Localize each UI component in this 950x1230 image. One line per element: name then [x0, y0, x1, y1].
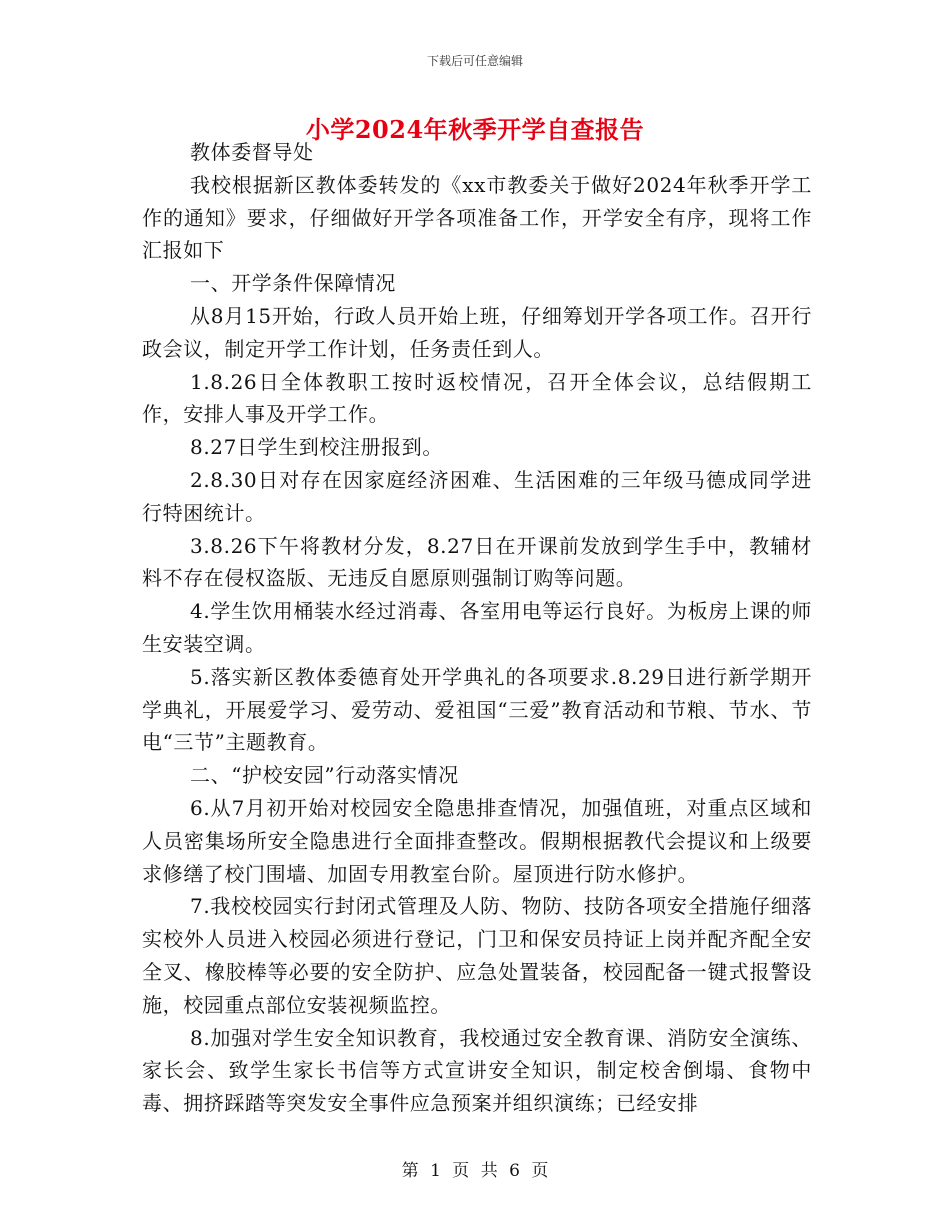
section-heading-2: 二、“护校安园”行动落实情况 [190, 763, 459, 788]
paragraph: 5.落实新区教体委德育处开学典礼的各项要求.8.29日进行新学期开学典礼，开展爱学习、爱劳动、爱祖国“三爱”教育活动和节粮、节水、节电“三节”主题教育。 [142, 664, 812, 755]
paragraph: 6.从7月初开始对校园安全隐患排查情况，加强值班，对重点区域和人员密集场所安全隐患进行全面排查整改。假期根据教代会提议和上级要求修缮了校门围墙、加固专用教室台阶。屋顶进行防水修护。 [142, 795, 812, 886]
document-body [142, 136, 812, 1120]
paragraph: 4.学生饮用桶装水经过消毒、各室用电等运行良好。为板房上课的师生安装空调。 [142, 599, 812, 656]
paragraph: 7.我校校园实行封闭式管理及人防、物防、技防各项安全措施仔细落实校外人员进入校园必须进行登记，门卫和保安员持证上岗并配齐配全安全叉、橡胶棒等必要的安全防护、应急处置装备，校园配备一键式报警设施，校园重点部位安装视频监控。 [142, 894, 812, 1017]
page-header-note: 下载后可任意编辑 [426, 54, 523, 68]
paragraph: 8.加强对学生安全知识教育，我校通过安全教育课、消防安全演练、家长会、致学生家长书信等方式宣讲安全知识，制定校舍倒塌、食物中毒、拥挤踩踏等突发安全事件应急预案并组织演练；已经安排 [142, 1025, 812, 1116]
section-heading-1: 一、开学条件保障情况 [190, 271, 396, 296]
paragraph: 8.27日学生到校注册报到。 [190, 435, 443, 460]
paragraph: 1.8.26日全体教职工按时返校情况，召开全体会议，总结假期工作，安排人事及开学工作。 [142, 369, 812, 427]
paragraph: 3.8.26下午将教材分发，8.27日在开课前发放到学生手中，教辅材料不存在侵权盗版、无违反自愿原则强制订购等问题。 [142, 533, 812, 591]
paragraph-salutation: 教体委督导处 [190, 140, 314, 164]
page-number-footer: 第 1 页 共 6 页 [401, 1161, 549, 1181]
paragraph-intro: 我校根据新区教体委转发的《xx市教委关于做好2024年秋季开学工作的通知》要求，仔细做好开学各项准备工作，开学安全有序，现将工作汇报如下 [142, 172, 812, 263]
document-title: 小学2024年秋季开学自查报告 [305, 115, 645, 144]
paragraph: 从8月15开始，行政人员开始上班，仔细筹划开学各项工作。召开行政会议，制定开学工作计划，任务责任到人。 [142, 303, 812, 361]
paragraph: 2.8.30日对存在因家庭经济困难、生活困难的三年级马德成同学进行特困统计。 [142, 467, 812, 525]
